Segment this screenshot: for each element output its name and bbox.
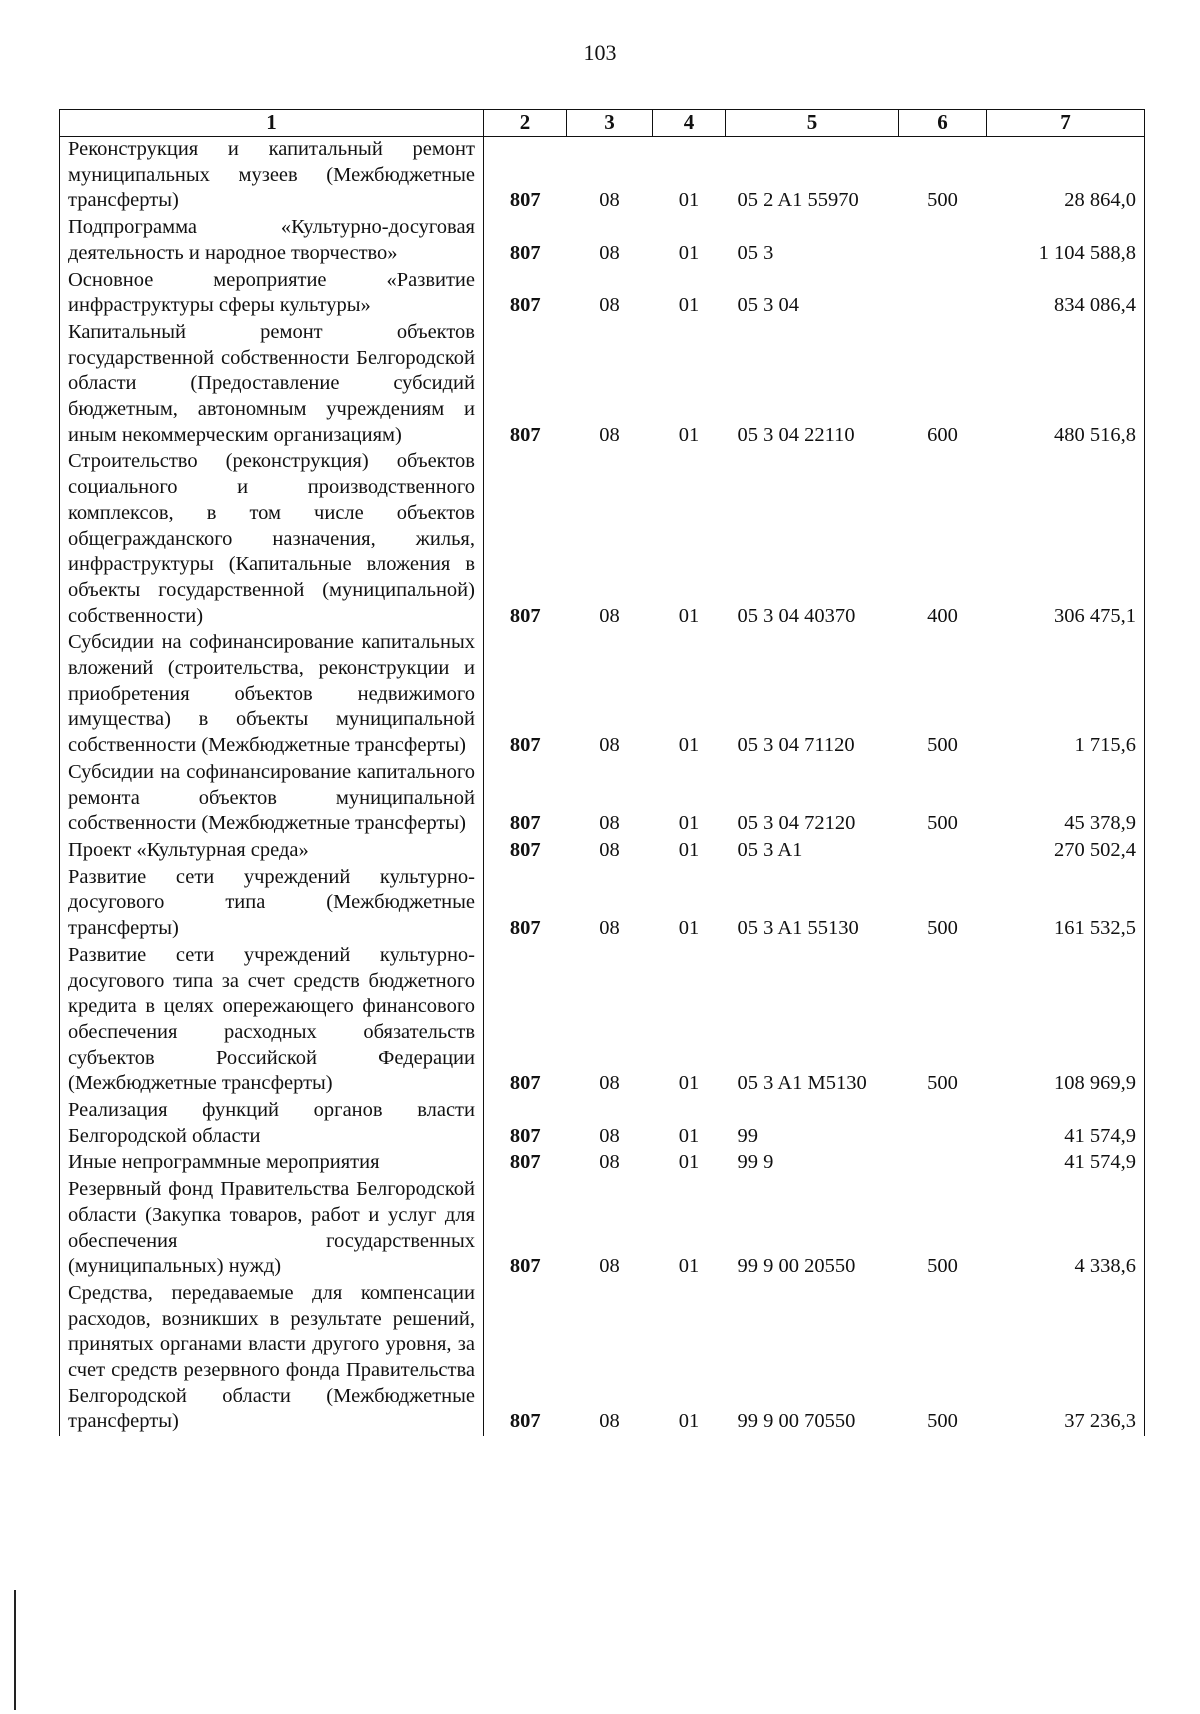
row-section-cell: 08 [599,838,620,861]
table-row [60,137,1145,216]
row-section-cell: 08 [599,294,620,317]
row-name-cell: Реализация функций органов власти Белгородской области [60,1098,484,1150]
row-target-article-cell: 05 3 04 72120 [737,812,856,835]
header-col-3: 3 [567,110,653,137]
row-expense-type-cell [899,268,987,320]
row-grbs-cell: 807 [484,838,567,865]
row-name-cell: Подпрограмма «Культурно-досуговая деятельность и народное творчество» [60,215,484,267]
row-amount-cell: 306 475,1 [987,449,1145,630]
table-row [60,865,1145,943]
row-section-cell: 08 [599,1410,620,1433]
row-expense-type-cell: 600 [927,423,958,446]
row-name-cell: Капитальный ремонт объектов государственной собственности Белгородской области (Предоставление субсидий бюджетным, автономным учреждениям и иным некоммерческим организациям) [60,320,484,450]
row-subsection-cell: 01 [678,734,700,757]
row-section-cell: 08 [599,604,620,627]
row-grbs-cell: 807 [484,1098,567,1150]
row-section-cell: 08 [599,1151,620,1174]
row-expense-type-cell: 500 [927,1255,958,1278]
row-expense-type-cell: 500 [927,812,958,835]
table-row [60,449,1145,630]
header-col-6: 6 [899,110,987,137]
row-amount-cell: 45 378,9 [987,760,1145,838]
row-subsection-cell: 01 [678,294,700,317]
row-subsection-cell: 01 [678,812,700,835]
row-subsection-cell: 01 [678,1151,700,1174]
row-name-cell: Реконструкция и капитальный ремонт муниципальных музеев (Межбюджетные трансферты) [60,137,484,216]
row-expense-type-cell: 500 [927,1072,958,1095]
row-grbs-cell: 807 [484,268,567,320]
header-col-1: 1 [60,110,484,137]
row-section-cell: 08 [599,812,620,835]
row-grbs-cell: 807 [484,865,567,943]
row-target-article-cell: 05 3 04 40370 [737,604,856,627]
table-row [60,630,1145,760]
row-subsection-cell: 01 [678,1072,700,1095]
row-section-cell: 08 [599,1255,620,1278]
row-amount-cell: 1 715,6 [987,630,1145,760]
row-subsection-cell: 01 [678,189,700,212]
row-grbs-cell: 807 [484,320,567,450]
table-row [60,943,1145,1098]
row-name-cell: Субсидии на софинансирование капитальных вложений (строительства, реконструкции и приобретения объектов недвижимого имущества) в объекты муниципальной собственности (Межбюджетные трансферты) [60,630,484,760]
row-expense-type-cell: 400 [927,604,958,627]
row-name-cell: Развитие сети учреждений культурно-досугового типа за счет средств бюджетного кредита в целях опережающего финансового обеспечения расходных обязательств субъектов Российской Федерации (Межбюджетные трансферты) [60,943,484,1098]
row-grbs-cell: 807 [484,449,567,630]
row-subsection-cell: 01 [678,1255,700,1278]
row-section-cell: 08 [599,917,620,940]
row-subsection-cell: 01 [678,838,700,861]
row-target-article-cell: 05 3 A1 M5130 [737,1072,867,1095]
row-amount-cell: 4 338,6 [987,1177,1145,1281]
scan-margin-line [14,1590,16,1710]
row-target-article-cell: 99 9 [737,1151,774,1174]
row-subsection-cell: 01 [678,1410,700,1433]
row-expense-type-cell: 500 [927,189,958,212]
row-amount-cell: 834 086,4 [987,268,1145,320]
row-name-cell: Основное мероприятие «Развитие инфраструктуры сферы культуры» [60,268,484,320]
row-grbs-cell: 807 [484,630,567,760]
table-row [60,760,1145,838]
row-subsection-cell: 01 [678,423,700,446]
header-col-5: 5 [726,110,899,137]
table-row [60,838,1145,865]
row-amount-cell: 37 236,3 [987,1281,1145,1436]
table-row [60,1150,1145,1177]
row-name-cell: Субсидии на софинансирование капитального ремонта объектов муниципальной собственности (Межбюджетные трансферты) [60,760,484,838]
table-row [60,215,1145,267]
row-grbs-cell: 807 [484,1281,567,1436]
row-name-cell: Средства, передаваемые для компенсации расходов, возникших в результате решений, принятых органами власти другого уровня, за счет средств резервного фонда Правительства Белгородской области (Межбюджетные трансферты) [60,1281,484,1436]
row-name-cell: Иные непрограммные мероприятия [60,1150,484,1177]
table-row [60,320,1145,450]
table-row [60,1177,1145,1281]
row-subsection-cell: 01 [678,917,700,940]
row-target-article-cell: 05 3 A1 55130 [737,917,859,940]
row-subsection-cell: 01 [678,1124,700,1147]
row-grbs-cell: 807 [484,137,567,216]
row-amount-cell: 480 516,8 [987,320,1145,450]
row-amount-cell: 41 574,9 [987,1098,1145,1150]
row-amount-cell: 270 502,4 [987,838,1145,865]
row-amount-cell: 1 104 588,8 [987,215,1145,267]
row-section-cell: 08 [599,241,620,264]
page-number: 103 [583,40,617,65]
row-expense-type-cell [899,1098,987,1150]
row-expense-type-cell [899,1150,987,1177]
row-expense-type-cell: 500 [927,734,958,757]
header-col-4: 4 [653,110,726,137]
row-target-article-cell: 05 3 04 71120 [737,734,855,757]
row-amount-cell: 28 864,0 [987,137,1145,216]
row-section-cell: 08 [599,423,620,446]
row-amount-cell: 108 969,9 [987,943,1145,1098]
row-target-article-cell: 99 9 00 20550 [737,1255,856,1278]
row-amount-cell: 161 532,5 [987,865,1145,943]
row-target-article-cell: 99 [737,1124,758,1147]
table-row [60,268,1145,320]
row-subsection-cell: 01 [678,604,700,627]
header-col-7: 7 [987,110,1145,137]
header-row [60,110,1145,137]
row-name-cell: Проект «Культурная среда» [60,838,484,865]
header-col-2: 2 [484,110,567,137]
row-target-article-cell: 05 3 A1 [737,838,803,861]
table-row [60,1098,1145,1150]
row-grbs-cell: 807 [484,760,567,838]
row-expense-type-cell [899,215,987,267]
table-row [60,1281,1145,1436]
row-target-article-cell: 05 3 04 22110 [737,423,855,446]
row-grbs-cell: 807 [484,1150,567,1177]
row-section-cell: 08 [599,1124,620,1147]
row-target-article-cell: 99 9 00 70550 [737,1410,856,1433]
row-expense-type-cell [899,838,987,865]
row-section-cell: 08 [599,734,620,757]
row-name-cell: Строительство (реконструкция) объектов социального и производственного комплексов, в том числе объектов общегражданского назначения, жилья, инфраструктуры (Капитальные вложения в объекты государственной (муниципальной) собственности) [60,449,484,630]
row-target-article-cell: 05 3 04 [737,294,799,317]
row-target-article-cell: 05 3 [737,241,774,264]
row-subsection-cell: 01 [678,241,700,264]
row-section-cell: 08 [599,189,620,212]
row-grbs-cell: 807 [484,215,567,267]
budget-table [59,109,1145,1436]
row-target-article-cell: 05 2 A1 55970 [737,189,859,212]
row-amount-cell: 41 574,9 [987,1150,1145,1177]
row-expense-type-cell: 500 [927,1410,958,1433]
row-name-cell: Развитие сети учреждений культурно-досугового типа (Межбюджетные трансферты) [60,865,484,943]
row-grbs-cell: 807 [484,943,567,1098]
row-name-cell: Резервный фонд Правительства Белгородской области (Закупка товаров, работ и услуг для обеспечения государственных (муниципальных) нужд) [60,1177,484,1281]
row-grbs-cell: 807 [484,1177,567,1281]
row-expense-type-cell: 500 [927,917,958,940]
row-section-cell: 08 [599,1072,620,1095]
